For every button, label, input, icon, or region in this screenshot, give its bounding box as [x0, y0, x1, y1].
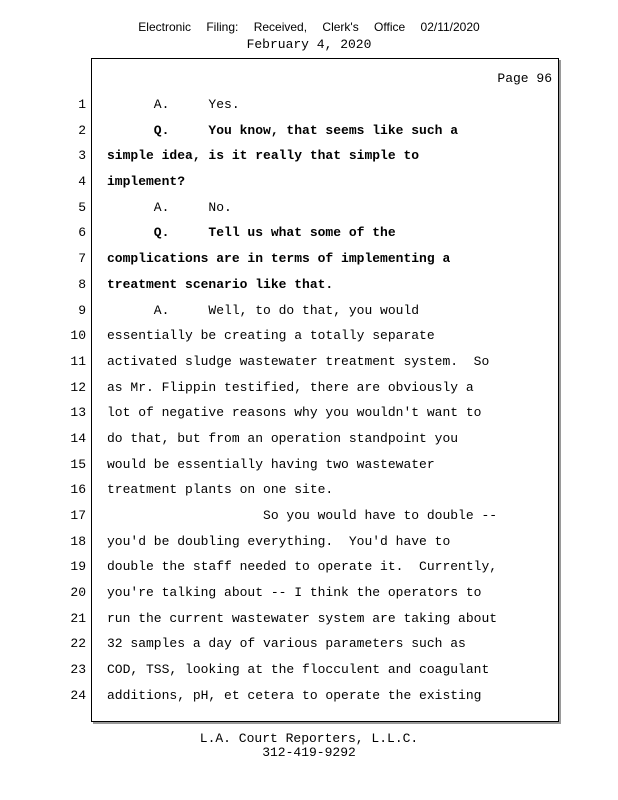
transcript-line: double the staff needed to operate it. Currently,: [107, 559, 498, 575]
transcript-line: complications are in terms of implementing a: [107, 251, 451, 267]
transcript-line: essentially be creating a totally separate: [107, 328, 435, 344]
line-number: 23: [70, 662, 86, 678]
transcript-line: COD, TSS, looking at the flocculent and coagulant: [107, 662, 490, 678]
line-number: 7: [78, 251, 86, 267]
line-number: 21: [70, 610, 86, 626]
transcript-line: A. Well, to do that, you would: [107, 302, 420, 318]
stamp-word: 02/11/2020: [420, 20, 480, 34]
transcript-line: Q. Tell us what some of the: [107, 225, 396, 241]
line-number: 1: [78, 97, 86, 112]
stamp-word: Electronic: [138, 20, 191, 34]
line-number: 24: [70, 687, 86, 703]
transcript-line: as Mr. Flippin testified, there are obviously a: [107, 379, 474, 395]
line-number: 4: [78, 174, 86, 190]
line-number: 15: [70, 456, 86, 472]
stamp-word: Office: [374, 20, 406, 34]
transcript-date: February 4, 2020: [246, 37, 372, 52]
line-number: 6: [78, 225, 86, 241]
page-number: Page 96: [497, 71, 552, 86]
efiling-stamp: [0, 20, 618, 34]
line-number: 14: [70, 430, 86, 446]
transcript-line: implement?: [107, 174, 186, 190]
transcript-text: [107, 92, 547, 709]
line-number-column: [56, 92, 86, 709]
transcript-line: lot of negative reasons why you wouldn't want to: [107, 405, 482, 421]
line-number: 18: [70, 533, 86, 549]
court-reporter-phone: 312-419-9292: [262, 745, 356, 760]
line-number: 22: [70, 636, 86, 652]
transcript-line: you'd be doubling everything. You'd have to: [107, 533, 451, 549]
line-number: 3: [78, 148, 86, 164]
transcript-line: A. Yes.: [107, 97, 240, 112]
line-number: 16: [70, 482, 86, 498]
transcript-line: So you would have to double --: [107, 508, 498, 523]
line-number: 17: [70, 508, 86, 523]
line-number: 2: [78, 122, 86, 138]
line-number: 13: [70, 405, 86, 421]
line-number: 5: [78, 199, 86, 215]
line-number: 20: [70, 585, 86, 601]
transcript-line: Q. You know, that seems like such a: [107, 122, 459, 138]
stamp-word: Filing:: [206, 20, 239, 34]
transcript-line: simple idea, is it really that simple to: [107, 148, 420, 164]
line-number: 11: [70, 353, 86, 369]
stamp-word: Received,: [253, 20, 308, 34]
transcript-line: run the current wastewater system are taking about: [107, 610, 498, 626]
transcript-line: activated sludge wastewater treatment system. So: [107, 353, 490, 369]
transcript-line: do that, but from an operation standpoint you: [107, 430, 459, 446]
transcript-line: treatment scenario like that.: [107, 276, 334, 292]
transcript-line: A. No.: [107, 199, 232, 215]
line-number: 12: [70, 379, 86, 395]
court-reporter-name: L.A. Court Reporters, L.L.C.: [199, 731, 419, 746]
transcript-line: 32 samples a day of various parameters such as: [107, 636, 466, 652]
line-number: 10: [70, 328, 86, 344]
stamp-word: Clerk's: [322, 20, 359, 34]
transcript-line: additions, pH, et cetera to operate the existing: [107, 687, 482, 703]
line-number: 9: [78, 302, 86, 318]
transcript-line: would be essentially having two wastewater: [107, 456, 435, 472]
line-number: 8: [78, 276, 86, 292]
line-number: 19: [70, 559, 86, 575]
transcript-line: you're talking about -- I think the operators to: [107, 585, 482, 601]
transcript-line: treatment plants on one site.: [107, 482, 334, 498]
footer: [0, 732, 618, 760]
